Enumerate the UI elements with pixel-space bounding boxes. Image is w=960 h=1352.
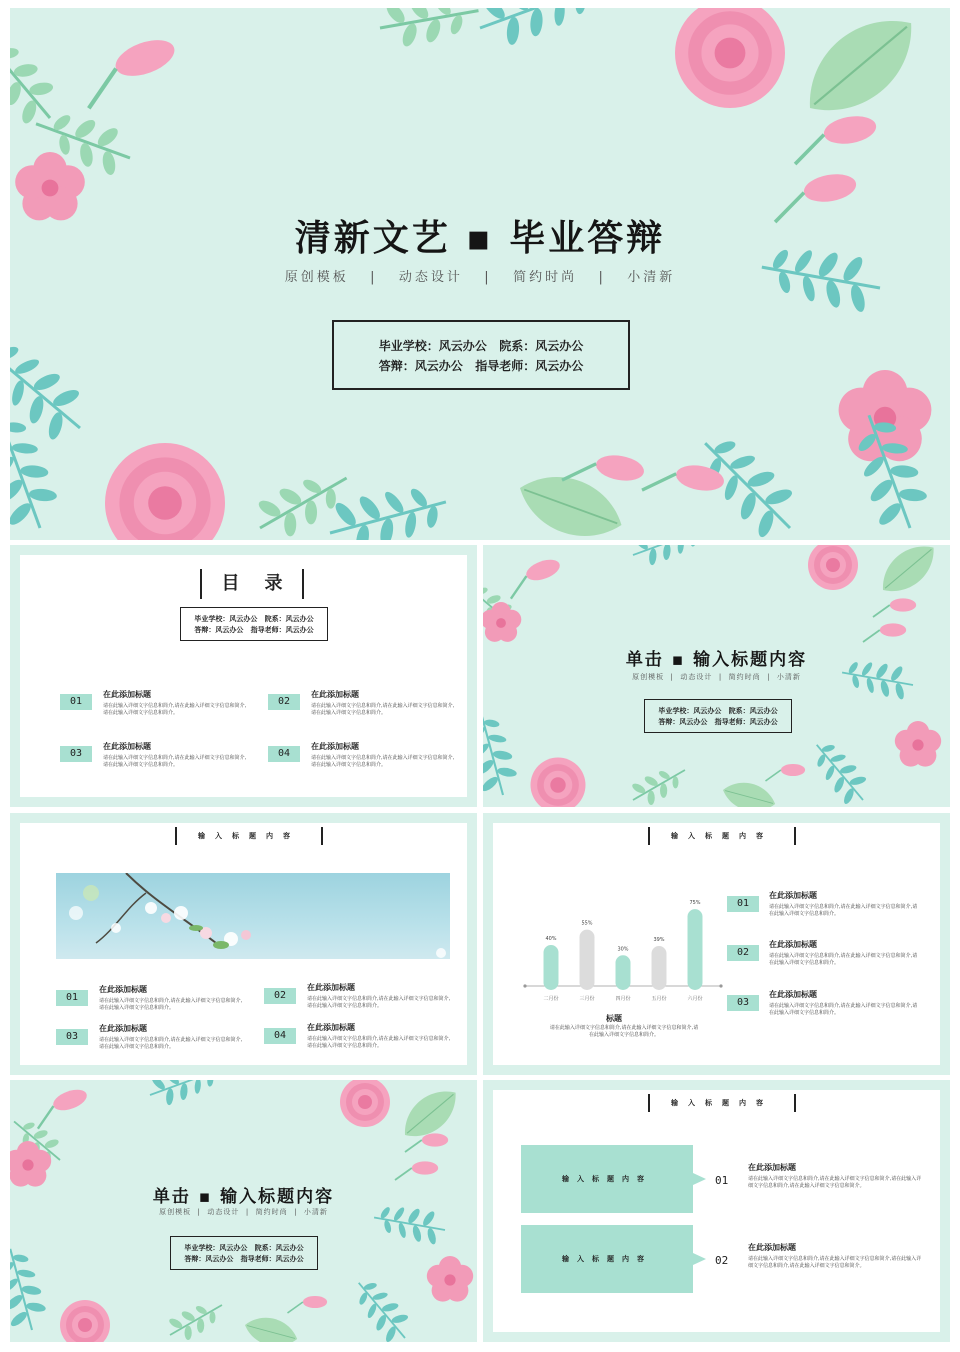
arrow-box [521,1225,706,1293]
photo-slide-header: 输入标题内容 [175,827,323,845]
photo-item-number: 04 [264,1028,296,1044]
chart-bar [688,909,703,990]
photo-item-title: 在此添加标题 [99,1024,147,1033]
photo-slide[interactable] [10,813,477,1075]
chart-item-desc: 请在此输入详细文字信息和简介,请在此输入详细文字信息和简介,请在此输入详细文字信息和简介。 [769,1003,918,1016]
chart-item-desc: 请在此输入详细文字信息和简介,请在此输入详细文字信息和简介,请在此输入详细文字信息和简介。 [769,953,918,966]
arrow-box-label: 输入标题内容 [562,1175,652,1183]
toc-item-number: 04 [268,746,300,762]
section-info-line1: 毕业学校：风云办公 院系：风云办公 [184,1244,304,1252]
chart-tick-label: 四月份 [615,996,631,1002]
bar-chart [513,878,733,1013]
photo-item-title: 在此添加标题 [99,985,147,994]
section-info-line2: 答辩：风云办公 指导老师：风云办公 [184,1255,304,1263]
toc-item-number: 03 [60,746,92,762]
toc-item-number: 02 [268,694,300,710]
photo-item-number: 02 [264,988,296,1004]
arrow-slide[interactable] [483,1080,950,1342]
chart-title: 标题 [606,1014,622,1023]
chart-item-number: 02 [727,945,759,961]
section-title: 单击 ▪ 输入标题内容 [625,650,808,670]
cover-title: 清新文艺 ▪ 毕业答辩 [294,218,666,259]
chart-bar [652,946,667,990]
cover-info-line1: 毕业学校：风云办公 院系：风云办公 [378,339,584,353]
section-info-line2: 答辩：风云办公 指导老师：风云办公 [658,718,778,726]
section-subtitle: 原创模板 | 动态设计 | 简约时尚 | 小清新 [632,673,801,681]
photo-item-desc: 请在此输入详细文字信息和简介,请在此输入详细文字信息和简介,请在此输入详细文字信息和简介。 [99,1037,243,1050]
chart-tick-label: 二月份 [543,996,559,1002]
toc-item-number: 01 [60,694,92,710]
chart-item-title: 在此添加标题 [769,940,817,949]
chart-value-label: 75% [689,900,701,907]
section-slide-1[interactable] [483,545,950,807]
arrow-item-title: 在此添加标题 [748,1243,796,1252]
chart-bar [616,955,631,990]
arrow-item-title: 在此添加标题 [748,1163,796,1172]
blossom-photo [56,873,450,959]
arrow-item-number: 01 [715,1174,729,1187]
section-info-box [644,699,792,733]
arrow-item-desc: 请在此输入详细文字信息和简介,请在此输入详细文字信息和简介,请在此输入详细文字信息和简介,请在此输入详细文字信息和简介。 [748,1176,922,1189]
chart-axis-end [523,984,526,987]
arrow-item-number: 02 [715,1254,729,1267]
toc-item-title: 在此添加标题 [103,690,151,699]
toc-item-title: 在此添加标题 [311,690,359,699]
section-info-line1: 毕业学校：风云办公 院系：风云办公 [658,707,778,715]
cover-subtitle: 原创模板 | 动态设计 | 简约时尚 | 小清新 [284,270,676,285]
toc-slide[interactable] [10,545,477,807]
photo-item-desc: 请在此输入详细文字信息和简介,请在此输入详细文字信息和简介,请在此输入详细文字信息和简介。 [307,1036,451,1049]
toc-item-desc: 请在此输入详细文字信息和简介,请在此输入详细文字信息和简介,请在此输入详细文字信息和简介。 [103,755,247,768]
section-slide-2[interactable] [10,1080,477,1342]
toc-item-desc: 请在此输入详细文字信息和简介,请在此输入详细文字信息和简介,请在此输入详细文字信息和简介。 [103,703,247,716]
chart-item-title: 在此添加标题 [769,891,817,900]
chart-value-label: 55% [581,920,593,927]
chart-item-number: 01 [727,896,759,912]
arrow-box [521,1145,706,1213]
photo-item-title: 在此添加标题 [307,1023,355,1032]
cover-slide[interactable] [10,8,950,540]
chart-item-number: 03 [727,995,759,1011]
chart-bar [580,930,595,990]
cover-info-line2: 答辩：风云办公 指导老师：风云办公 [378,359,584,373]
section-subtitle: 原创模板 | 动态设计 | 简约时尚 | 小清新 [159,1208,328,1216]
chart-item-desc: 请在此输入详细文字信息和简介,请在此输入详细文字信息和简介,请在此输入详细文字信息和简介。 [769,904,918,917]
arrow-box-label: 输入标题内容 [562,1255,652,1263]
chart-tick-label: 三月份 [579,996,595,1002]
photo-item-title: 在此添加标题 [307,983,355,992]
chart-tick-label: 五月份 [651,996,667,1002]
cover-info-box [332,320,630,390]
toc-info-line1: 毕业学校：风云办公 院系：风云办公 [194,615,314,623]
chart-bar [544,945,559,990]
toc-item-desc: 请在此输入详细文字信息和简介,请在此输入详细文字信息和简介,请在此输入详细文字信息和简介。 [311,755,455,768]
toc-item-desc: 请在此输入详细文字信息和简介,请在此输入详细文字信息和简介,请在此输入详细文字信息和简介。 [311,703,455,716]
blossom-branch [56,873,450,959]
chart-desc: 请在此输入详细文字信息和简介,请在此输入详细文字信息和简介,请在此输入详细文字信息和简介。 [549,1025,699,1038]
section-title: 单击 ▪ 输入标题内容 [152,1187,335,1207]
toc-item-title: 在此添加标题 [311,742,359,751]
chart-value-label: 39% [653,937,665,944]
chart-value-label: 30% [617,946,629,953]
toc-info-line2: 答辩：风云办公 指导老师：风云办公 [194,626,314,634]
chart-value-label: 40% [545,936,557,942]
toc-info-box [180,607,328,641]
chart-slide[interactable] [483,813,950,1075]
chart-item-title: 在此添加标题 [769,990,817,999]
photo-item-desc: 请在此输入详细文字信息和简介,请在此输入详细文字信息和简介,请在此输入详细文字信息和简介。 [99,998,243,1011]
chart-axis-end [719,984,722,987]
arrow-slide-header: 输入标题内容 [648,1094,796,1112]
chart-tick-label: 六月份 [687,996,703,1002]
toc-item-title: 在此添加标题 [103,742,151,751]
photo-item-number: 01 [56,990,88,1006]
chart-slide-header: 输入标题内容 [648,827,796,845]
toc-title: 目 录 [200,569,304,599]
photo-item-number: 03 [56,1029,88,1045]
section-info-box [170,1236,318,1270]
photo-item-desc: 请在此输入详细文字信息和简介,请在此输入详细文字信息和简介,请在此输入详细文字信息和简介。 [307,996,451,1009]
arrow-item-desc: 请在此输入详细文字信息和简介,请在此输入详细文字信息和简介,请在此输入详细文字信息和简介,请在此输入详细文字信息和简介。 [748,1256,922,1269]
